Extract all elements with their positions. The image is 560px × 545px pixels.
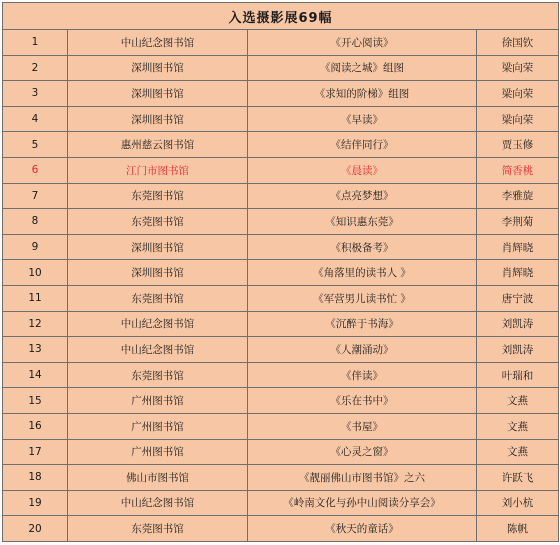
- library-name: 广州图书馆: [68, 388, 248, 414]
- row-number: 4: [3, 106, 68, 132]
- work-title: 《岭南文化与孙中山阅读分享会》: [248, 490, 477, 516]
- library-name: 广州图书馆: [68, 439, 248, 465]
- table-row: [3, 132, 559, 158]
- photo-selection-table: [2, 2, 559, 542]
- table-row: [3, 157, 559, 183]
- library-name: 东莞图书馆: [68, 209, 248, 235]
- library-name: 东莞图书馆: [68, 285, 248, 311]
- row-number: 8: [3, 209, 68, 235]
- row-number: 3: [3, 81, 68, 107]
- library-name: 广州图书馆: [68, 413, 248, 439]
- row-number: 9: [3, 234, 68, 260]
- library-name: 深圳图书馆: [68, 81, 248, 107]
- author-name: 刘凯涛: [477, 311, 559, 337]
- work-title: 《人潮涌动》: [248, 337, 477, 363]
- work-title: 《靓丽佛山市图书馆》之六: [248, 465, 477, 491]
- author-name: 李荆菊: [477, 209, 559, 235]
- table-row: [3, 55, 559, 81]
- work-title: 《乐在书中》: [248, 388, 477, 414]
- table-row: [3, 465, 559, 491]
- author-name: 文燕: [477, 439, 559, 465]
- row-number: 15: [3, 388, 68, 414]
- work-title: 《晨读》: [248, 157, 477, 183]
- table-row: [3, 388, 559, 414]
- author-name: 刘凯涛: [477, 337, 559, 363]
- table-row: [3, 81, 559, 107]
- library-name: 东莞图书馆: [68, 183, 248, 209]
- author-name: 李雅旋: [477, 183, 559, 209]
- library-name: 中山纪念图书馆: [68, 337, 248, 363]
- author-name: 梁向荣: [477, 81, 559, 107]
- library-name: 东莞图书馆: [68, 362, 248, 388]
- table-row: [3, 285, 559, 311]
- library-name: 江门市图书馆: [68, 157, 248, 183]
- table-row: [3, 234, 559, 260]
- library-name: 中山纪念图书馆: [68, 490, 248, 516]
- table-title-row: [3, 3, 559, 30]
- table-row: [3, 439, 559, 465]
- row-number: 13: [3, 337, 68, 363]
- work-title: 《伴读》: [248, 362, 477, 388]
- table-row: [3, 311, 559, 337]
- author-name: 肖辉晓: [477, 260, 559, 286]
- row-number: 20: [3, 516, 68, 542]
- author-name: 刘小杭: [477, 490, 559, 516]
- table-body: [3, 3, 559, 542]
- work-title: 《知识惠东莞》: [248, 209, 477, 235]
- work-title: 《军营男儿读书忙 》: [248, 285, 477, 311]
- row-number: 6: [3, 157, 68, 183]
- work-title: 《结伴同行》: [248, 132, 477, 158]
- table-row: [3, 490, 559, 516]
- row-number: 17: [3, 439, 68, 465]
- row-number: 16: [3, 413, 68, 439]
- table-row: [3, 260, 559, 286]
- table-row: [3, 30, 559, 56]
- work-title: 《心灵之窗》: [248, 439, 477, 465]
- row-number: 7: [3, 183, 68, 209]
- row-number: 10: [3, 260, 68, 286]
- author-name: 贾玉修: [477, 132, 559, 158]
- work-title: 《点亮梦想》: [248, 183, 477, 209]
- author-name: 唐宁波: [477, 285, 559, 311]
- author-name: 叶瑞和: [477, 362, 559, 388]
- work-title: 《积极备考》: [248, 234, 477, 260]
- row-number: 5: [3, 132, 68, 158]
- work-title: 《书屋》: [248, 413, 477, 439]
- table-row: [3, 209, 559, 235]
- work-title: 《秋天的童话》: [248, 516, 477, 542]
- table-row: [3, 183, 559, 209]
- library-name: 惠州慈云图书馆: [68, 132, 248, 158]
- table-row: [3, 516, 559, 542]
- table-row: [3, 337, 559, 363]
- table-row: [3, 106, 559, 132]
- row-number: 14: [3, 362, 68, 388]
- author-name: 梁向荣: [477, 55, 559, 81]
- table-row: [3, 413, 559, 439]
- table-title: 入选摄影展69幅: [3, 3, 559, 30]
- work-title: 《开心阅读》: [248, 30, 477, 56]
- work-title: 《阅读之城》组图: [248, 55, 477, 81]
- author-name: 文燕: [477, 413, 559, 439]
- library-name: 深圳图书馆: [68, 55, 248, 81]
- author-name: 文燕: [477, 388, 559, 414]
- author-name: 简香桃: [477, 157, 559, 183]
- row-number: 11: [3, 285, 68, 311]
- row-number: 12: [3, 311, 68, 337]
- row-number: 19: [3, 490, 68, 516]
- author-name: 梁向荣: [477, 106, 559, 132]
- library-name: 东莞图书馆: [68, 516, 248, 542]
- library-name: 深圳图书馆: [68, 234, 248, 260]
- library-name: 深圳图书馆: [68, 106, 248, 132]
- author-name: 肖辉晓: [477, 234, 559, 260]
- author-name: 陈帆: [477, 516, 559, 542]
- author-name: 徐国钦: [477, 30, 559, 56]
- work-title: 《早读》: [248, 106, 477, 132]
- row-number: 1: [3, 30, 68, 56]
- library-name: 深圳图书馆: [68, 260, 248, 286]
- work-title: 《求知的阶梯》组图: [248, 81, 477, 107]
- work-title: 《沉醉于书海》: [248, 311, 477, 337]
- library-name: 佛山市图书馆: [68, 465, 248, 491]
- row-number: 2: [3, 55, 68, 81]
- author-name: 许跃飞: [477, 465, 559, 491]
- library-name: 中山纪念图书馆: [68, 311, 248, 337]
- row-number: 18: [3, 465, 68, 491]
- library-name: 中山纪念图书馆: [68, 30, 248, 56]
- table-row: [3, 362, 559, 388]
- work-title: 《角落里的读书人 》: [248, 260, 477, 286]
